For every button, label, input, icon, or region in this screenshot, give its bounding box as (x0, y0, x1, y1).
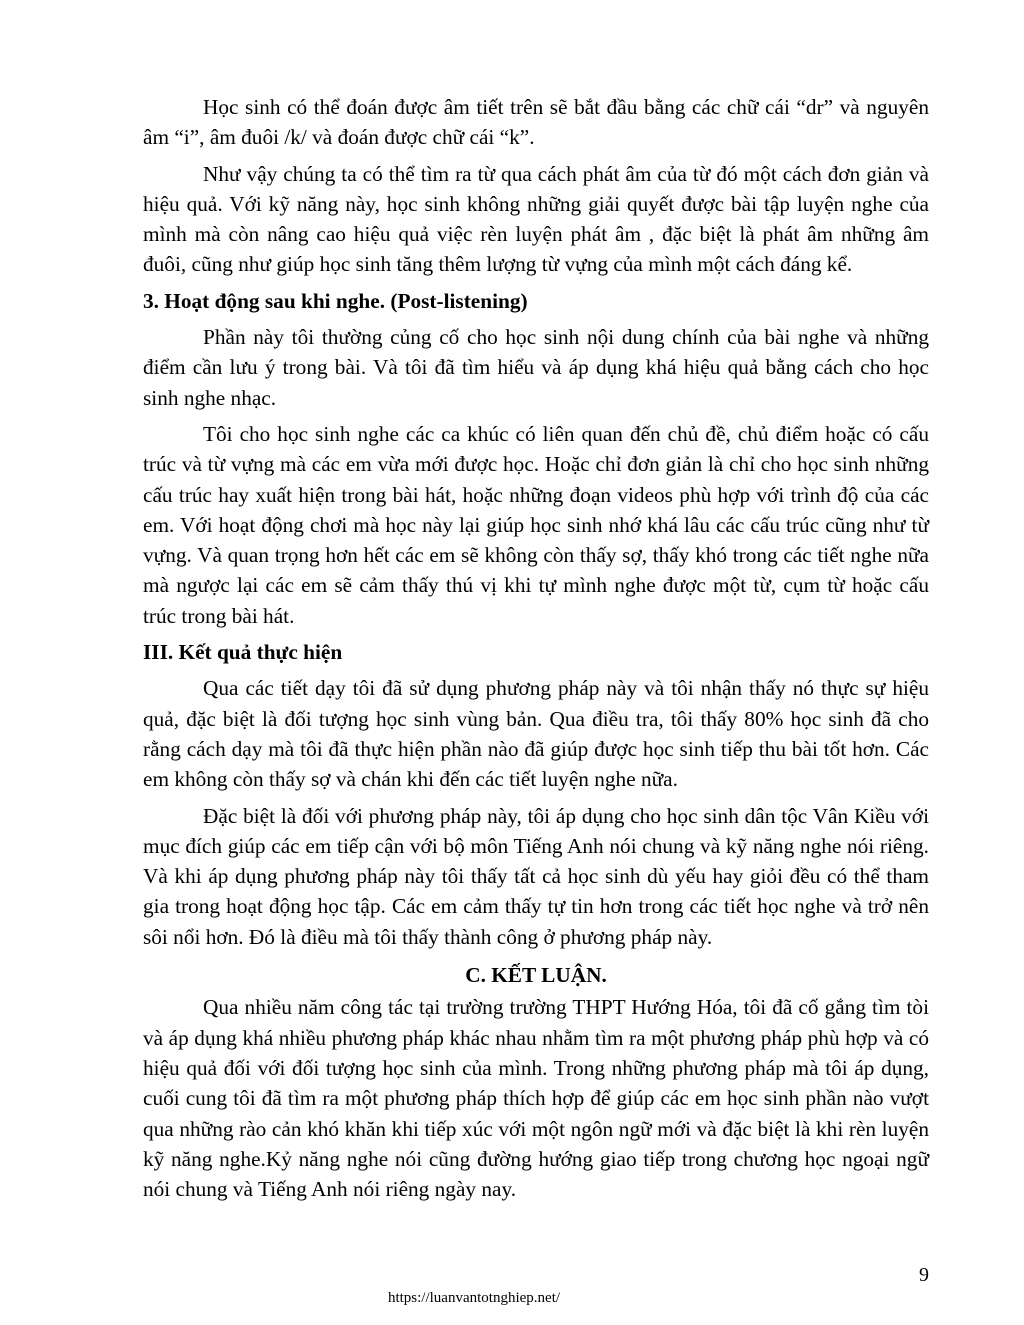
heading-conclusion: C. KẾT LUẬN. (465, 963, 607, 988)
paragraph-music-activity: Tôi cho học sinh nghe các ca khúc có liên quan đến chủ đề, chủ điểm hoặc có cấu trúc và từ vựng mà các em vừa mới được học. Hoặc chỉ đơn giản là chỉ cho học sinh những cấu trúc hay xuất hiện trong bài hát, hoặc những đoạn videos phù hợp với trình độ của các em. Với hoạt động chơi mà học này lại giúp học sinh nhớ khá lâu các cấu trúc cũng như từ vựng. Và quan trọng hơn hết các em sẽ không còn thấy sợ, thấy khó trong các tiết nghe nữa mà ngược lại các em sẽ cảm thấy thú vị khi tự mình nghe được một từ, cụm từ hoặc cấu trúc trong bài hát. (143, 421, 929, 628)
paragraph-post-listening-intro: Phần này tôi thường củng cố cho học sinh nội dung chính của bài nghe và những điểm cần lưu ý trong bài. Và tôi đã tìm hiểu và áp dụng khá hiệu quả bằng cách cho học sinh nghe nhạc. (143, 325, 929, 410)
heading-post-listening: 3. Hoạt động sau khi nghe. (Post-listening) (143, 288, 528, 313)
paragraph-pronunciation-benefit: Như vậy chúng ta có thể tìm ra từ qua cách phát âm của từ đó một cách đơn giản và hiệu quả. Với kỹ năng này, học sinh không những giải quyết được bài tập luyện nghe của mình mà còn nâng cao hiệu quả việc rèn luyện phát âm , đặc biệt là phát âm những âm đuôi, cũng như giúp học sinh tăng thêm lượng từ vựng của mình một cách đáng kể. (143, 161, 929, 277)
paragraph-syllable-guess: Học sinh có thể đoán được âm tiết trên sẽ bắt đầu bằng các chữ cái “dr” và nguyên âm “i”, âm đuôi /k/ và đoán được chữ cái “k”. (143, 95, 929, 150)
paragraph-results-survey: Qua các tiết dạy tôi đã sử dụng phương pháp này và tôi nhận thấy nó thực sự hiệu quả, đặc biệt là đối tượng học sinh vùng bản. Qua điều tra, tôi thấy 80% học sinh đã cho rằng cách dạy mà tôi đã thực hiện phần nào đã giúp được học sinh tiếp thu bài tốt hơn. Các em không còn thấy sợ và chán khi đến các tiết luyện nghe nữa. (143, 676, 929, 792)
paragraph-conclusion: Qua nhiều năm công tác tại trường trường THPT Hướng Hóa, tôi đã cố gắng tìm tòi và áp dụng khá nhiều phương pháp khác nhau nhằm tìm ra một phương pháp phù hợp và có hiệu quả đối với đối tượng học sinh của mình. Trong những phương pháp mà tôi áp dụng, cuối cung tôi đã tìm ra một phương pháp thích hợp để giúp các em học sinh phần nào vượt qua những rào cản khó khăn khi tiếp xúc với một ngôn ngữ mới và đặc biệt là khi rèn luyện kỹ năng nghe.Kỷ năng nghe nói cũng đường hướng giao tiếp trong chương học ngoại ngữ nói chung và Tiếng Anh nói riêng ngày nay. (143, 995, 929, 1202)
heading-results: III. Kết quả thực hiện (143, 640, 343, 665)
paragraph-results-van-kieu: Đặc biệt là đối với phương pháp này, tôi áp dụng cho học sinh dân tộc Vân Kiều với mục đích giúp các em tiếp cận với bộ môn Tiếng Anh nói chung và kỹ năng nghe nói riêng. Và khi áp dụng phương pháp này tôi thấy tất cả học sinh dù yếu hay giỏi đều có thể tham gia trong hoạt động học tập. Các em cảm thấy tự tin hơn trong các tiết học nghe và trở nên sôi nổi hơn. Đó là điều mà tôi thấy thành công ở phương pháp này. (143, 803, 929, 949)
page-number: 9 (919, 1264, 929, 1286)
footer-url: https://luanvantotnghiep.net/ (387, 1290, 561, 1306)
document-body (143, 92, 929, 1204)
